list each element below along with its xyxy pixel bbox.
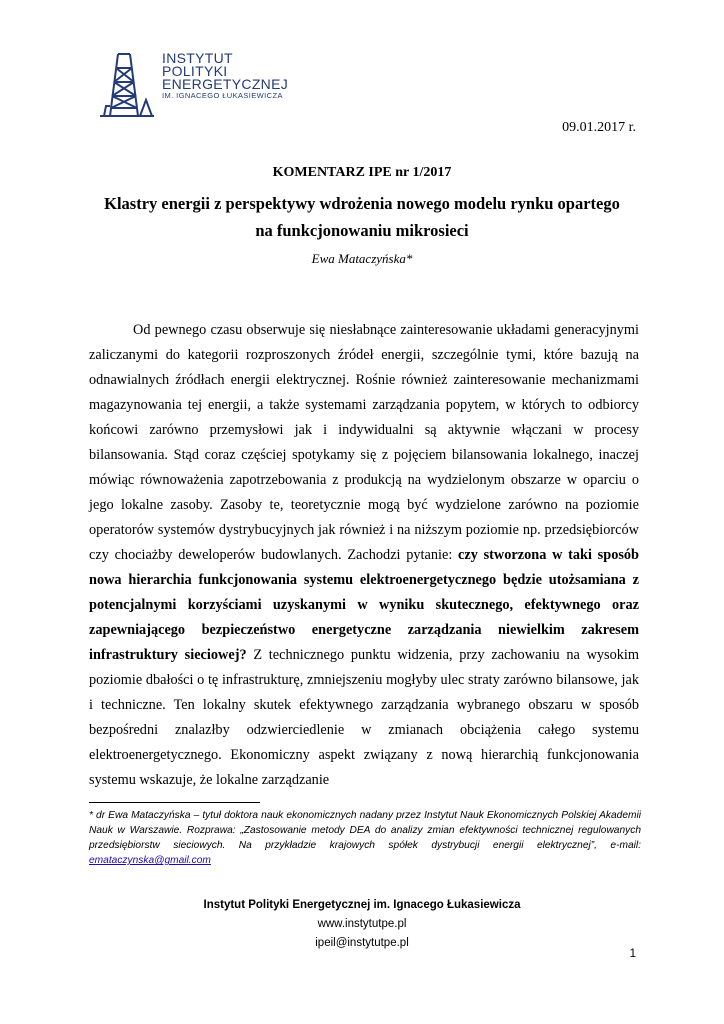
logo-line-3: ENERGETYCZNEJ bbox=[162, 76, 289, 92]
logo-line-1: INSTYTUT bbox=[162, 50, 233, 66]
comment-label: KOMENTARZ IPE nr 1/2017 bbox=[272, 165, 452, 180]
institute-logo bbox=[96, 44, 306, 124]
title-line-1: Klastry energii z perspektywy wdrożenia nowego modelu rynku opartego bbox=[104, 194, 620, 213]
body-text-question: czy stworzona w taki sposób nowa hierarchia funkcjonowania systemu elektroenergetycznego będzie utożsamiana z potencjalnymi korzyściami uzyskanymi w wyniku skutecznego, efektywnego oraz zapewniającego bezpieczeństwo energetyczne zarządzania niewielkim zakresem infrastruktury sieciowej? bbox=[89, 547, 640, 663]
page-footer bbox=[0, 896, 724, 953]
author-name: Ewa Mataczyńska* bbox=[311, 251, 413, 266]
footnote-divider bbox=[89, 802, 260, 803]
logo-wordmark bbox=[162, 52, 288, 101]
logo-line-2: POLITYKI bbox=[162, 63, 228, 79]
author-footnote bbox=[89, 808, 641, 868]
page-number: 1 bbox=[629, 948, 636, 960]
footer-institute: Instytut Polityki Energetycznej im. Ignacego Łukasiewicza bbox=[203, 899, 521, 911]
footnote-email-link[interactable]: emataczynska@gmail.com bbox=[89, 855, 211, 866]
footnote-text: * dr Ewa Mataczyńska – tytuł doktora nauk ekonomicznych nadany przez Instytut Nauk Ekonomicznych Polskiej Akademii Nauk w Warszawie. Rozprawa: „Zastosowanie metody DEA do analizy zmian efektywności technicznej regulowanych przedsiębiorstw sieciowych. Na przykładzie krajowych spółek dystrybucji energii elektrycznej”, e-mail: bbox=[89, 810, 641, 851]
document-title bbox=[60, 190, 664, 244]
body-text-intro: Od pewnego czasu obserwuje się niesłabnące zainteresowanie układami generacyjnymi zaliczanymi do kategorii rozproszonych źródeł energii, szczególnie tymi, które bazują na odnawialnych źródłach energii elektrycznej. Rośnie również zainteresowanie mechanizmami magazynowania tej energii, a także systemami zarządzania popytem, w których to odbiorcy końcowi zarówno przemysłowi jak i indywidualni są aktywnie włączani w procesy bilansowania. Stąd coraz częściej spotykamy się z pojęciem bilansowania lokalnego, inaczej mówiąc równoważenia zapotrzebowania z produkcją na wydzielonym obszarze w oparciu o jego lokalne zasoby. Zasoby te, teoretycznie mogą być wydzielone zarówno na poziomie operatorów systemów dystrybucyjnych jak również i na niższym poziomie np. przedsiębiorców czy chociażby deweloperów budowlanych. Zachodzi pytanie: bbox=[89, 322, 639, 563]
footer-website[interactable]: www.instytutpe.pl bbox=[317, 918, 407, 930]
body-paragraph bbox=[89, 318, 639, 793]
body-text-continuation: Z technicznego punktu widzenia, przy zachowaniu na wysokim poziomie dbałości o tę infrastrukturę, zmniejszeniu mogłyby ulec straty zarówno bilansowe, jak i techniczne. Ten lokalny skutek efektywnego zarządzania wybranego obszaru w sposób bezpośredni znalazłby odzwierciedlenie w zmianach obciążenia całego systemu elektroenergetycznego. Ekonomiczny aspekt związany z nową hierarchią funkcjonowania systemu wskazuje, że lokalne zarządzanie bbox=[89, 647, 639, 788]
oil-derrick-icon bbox=[96, 50, 158, 120]
document-date: 09.01.2017 r. bbox=[562, 120, 636, 135]
footer-email[interactable]: ipeil@instytutpe.pl bbox=[315, 937, 409, 949]
title-line-2: na funkcjonowaniu mikrosieci bbox=[255, 221, 469, 240]
logo-subtitle: IM. IGNACEGO ŁUKASIEWICZA bbox=[162, 91, 283, 100]
